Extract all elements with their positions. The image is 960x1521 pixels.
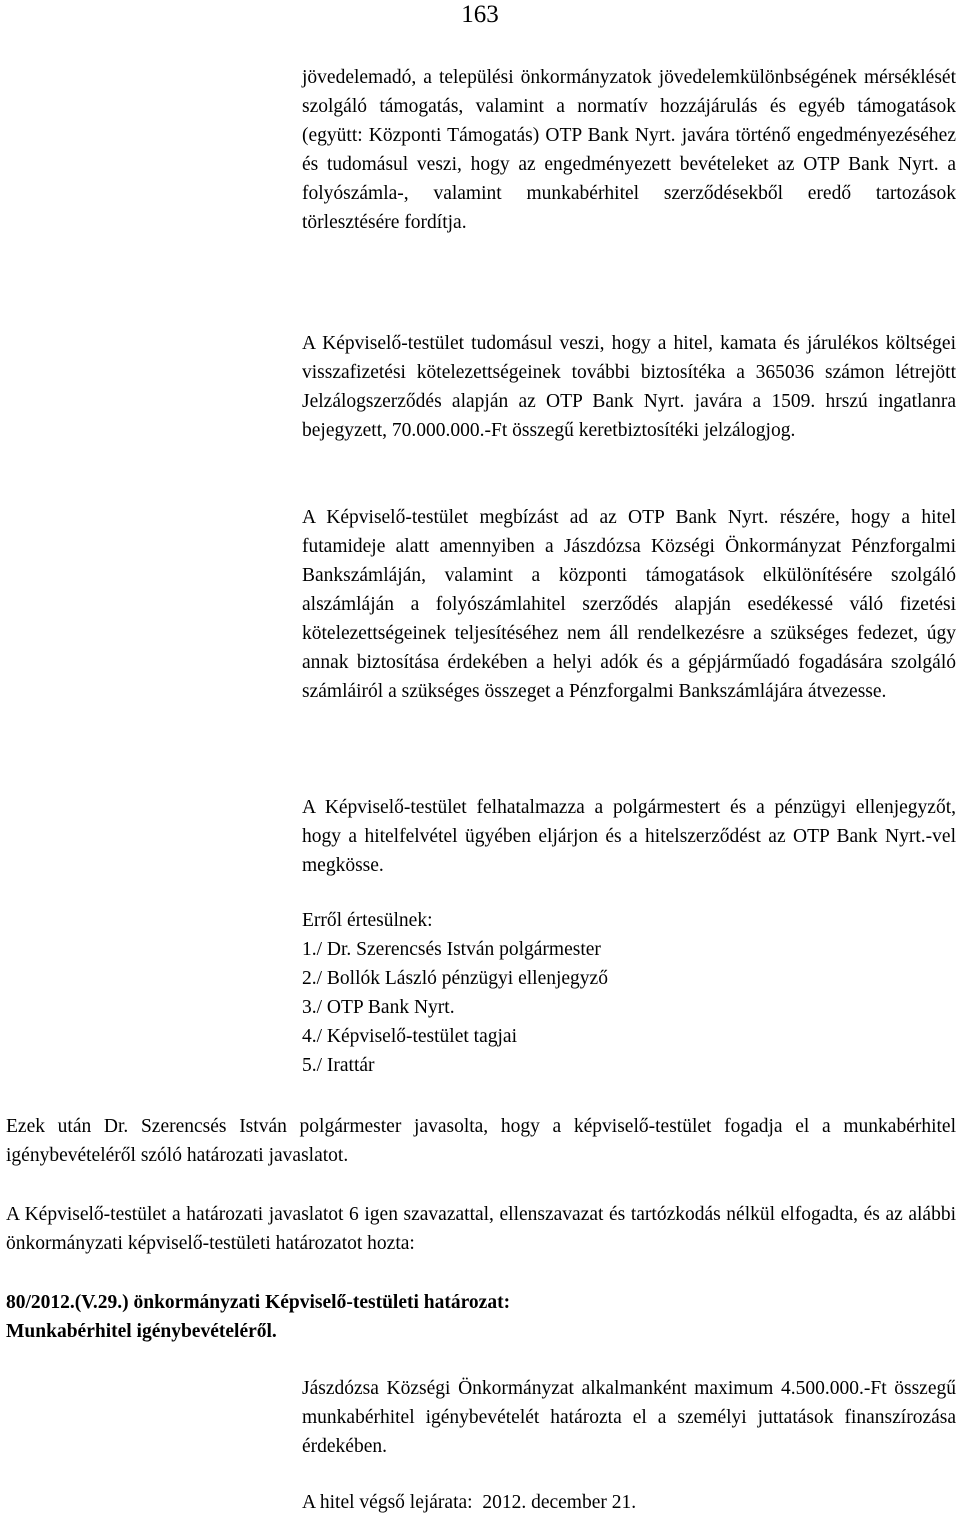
resolution-deadline: A hitel végső lejárata: 2012. december 21. <box>302 1492 637 1513</box>
paragraph-proposal: Ezek után Dr. Szerencsés István polgármester javasolta, hogy a képviselő-testület fogadja el a munkabérhitel igénybevételéről szóló határozati javaslatot. <box>6 1116 956 1166</box>
paragraph-assignment-revenue: jövedelemadó, a települési önkormányzatok jövedelemkülönbségének mérséklését szolgáló támogatás, valamint a normatív hozzájárulás és egyéb támogatások (együtt: Központi Támogatás) OTP Bank Nyrt. javára történő engedményezéséhez és tudomásul veszi, hogy az engedményezett bevételeket az OTP Bank Nyrt. a folyószámla-, valamint munkabérhitel szerződésekből eredő tartozások törlesztésére fordítja. <box>302 67 956 233</box>
paragraph-mortgage-security: A Képviselő-testület tudomásul veszi, hogy a hitel, kamata és járulékos költségei visszafizetési kötelezettségeinek további biztosítéka a 365036 számon létrejött Jelzálogszerződés alapján az OTP Bank Nyrt. javára a 1509. hrszú ingatlanra bejegyzett, 70.000.000.-Ft összegű keretbiztosítéki jelzálogjog. <box>302 333 956 441</box>
notification-item: 4./ Képviselő-testület tagjai <box>302 1026 517 1047</box>
resolution-text: Jászdózsa Községi Önkormányzat alkalmanként maximum 4.500.000.-Ft összegű munkabérhitel igénybevételét határozta el a személyi juttatások finanszírozása érdekében. <box>302 1378 956 1457</box>
notification-list <box>302 906 956 1080</box>
notification-item: 3./ OTP Bank Nyrt. <box>302 997 455 1018</box>
notification-item: 5./ Irattár <box>302 1055 375 1076</box>
resolution-heading <box>6 1288 956 1346</box>
notification-item: 1./ Dr. Szerencsés István polgármester <box>302 939 601 960</box>
paragraph-authorization: A Képviselő-testület felhatalmazza a polgármestert és a pénzügyi ellenjegyzőt, hogy a hitelfelvétel ügyében eljárjon és a hitelszerződést az OTP Bank Nyrt.-vel megkösse. <box>302 797 956 876</box>
paragraph-vote: A Képviselő-testület a határozati javaslatot 6 igen szavazattal, ellenszavazat és tartózkodás nélkül elfogadta, és az alábbi önkormányzati képviselő-testületi határozatot hozta: <box>6 1204 956 1254</box>
page-number: 163 <box>461 1 499 28</box>
resolution-subtitle: Munkabérhitel igénybevételéről. <box>6 1321 277 1342</box>
notification-heading: Erről értesülnek: <box>302 910 433 931</box>
resolution-title: 80/2012.(V.29.) önkormányzati Képviselő-testületi határozat: <box>6 1292 511 1313</box>
notification-item: 2./ Bollók László pénzügyi ellenjegyző <box>302 968 608 989</box>
paragraph-bank-mandate: A Képviselő-testület megbízást ad az OTP Bank Nyrt. részére, hogy a hitel futamideje alatt amennyiben a Jászdózsa Községi Önkormányzat Pénzforgalmi Bankszámláján, valamint a központi támogatások elkülönítésére szolgáló alszámláján a folyószámlahitel szerződés alapján esedékessé váló fizetési kötelezettségeinek teljesítéséhez nem áll rendelkezésre a szükséges fedezet, úgy annak biztosítása érdekében a helyi adók és a gépjárműadó fogadására szolgáló számláiról a szükséges összeget a Pénzforgalmi Bankszámlájára átvezesse. <box>302 507 956 702</box>
